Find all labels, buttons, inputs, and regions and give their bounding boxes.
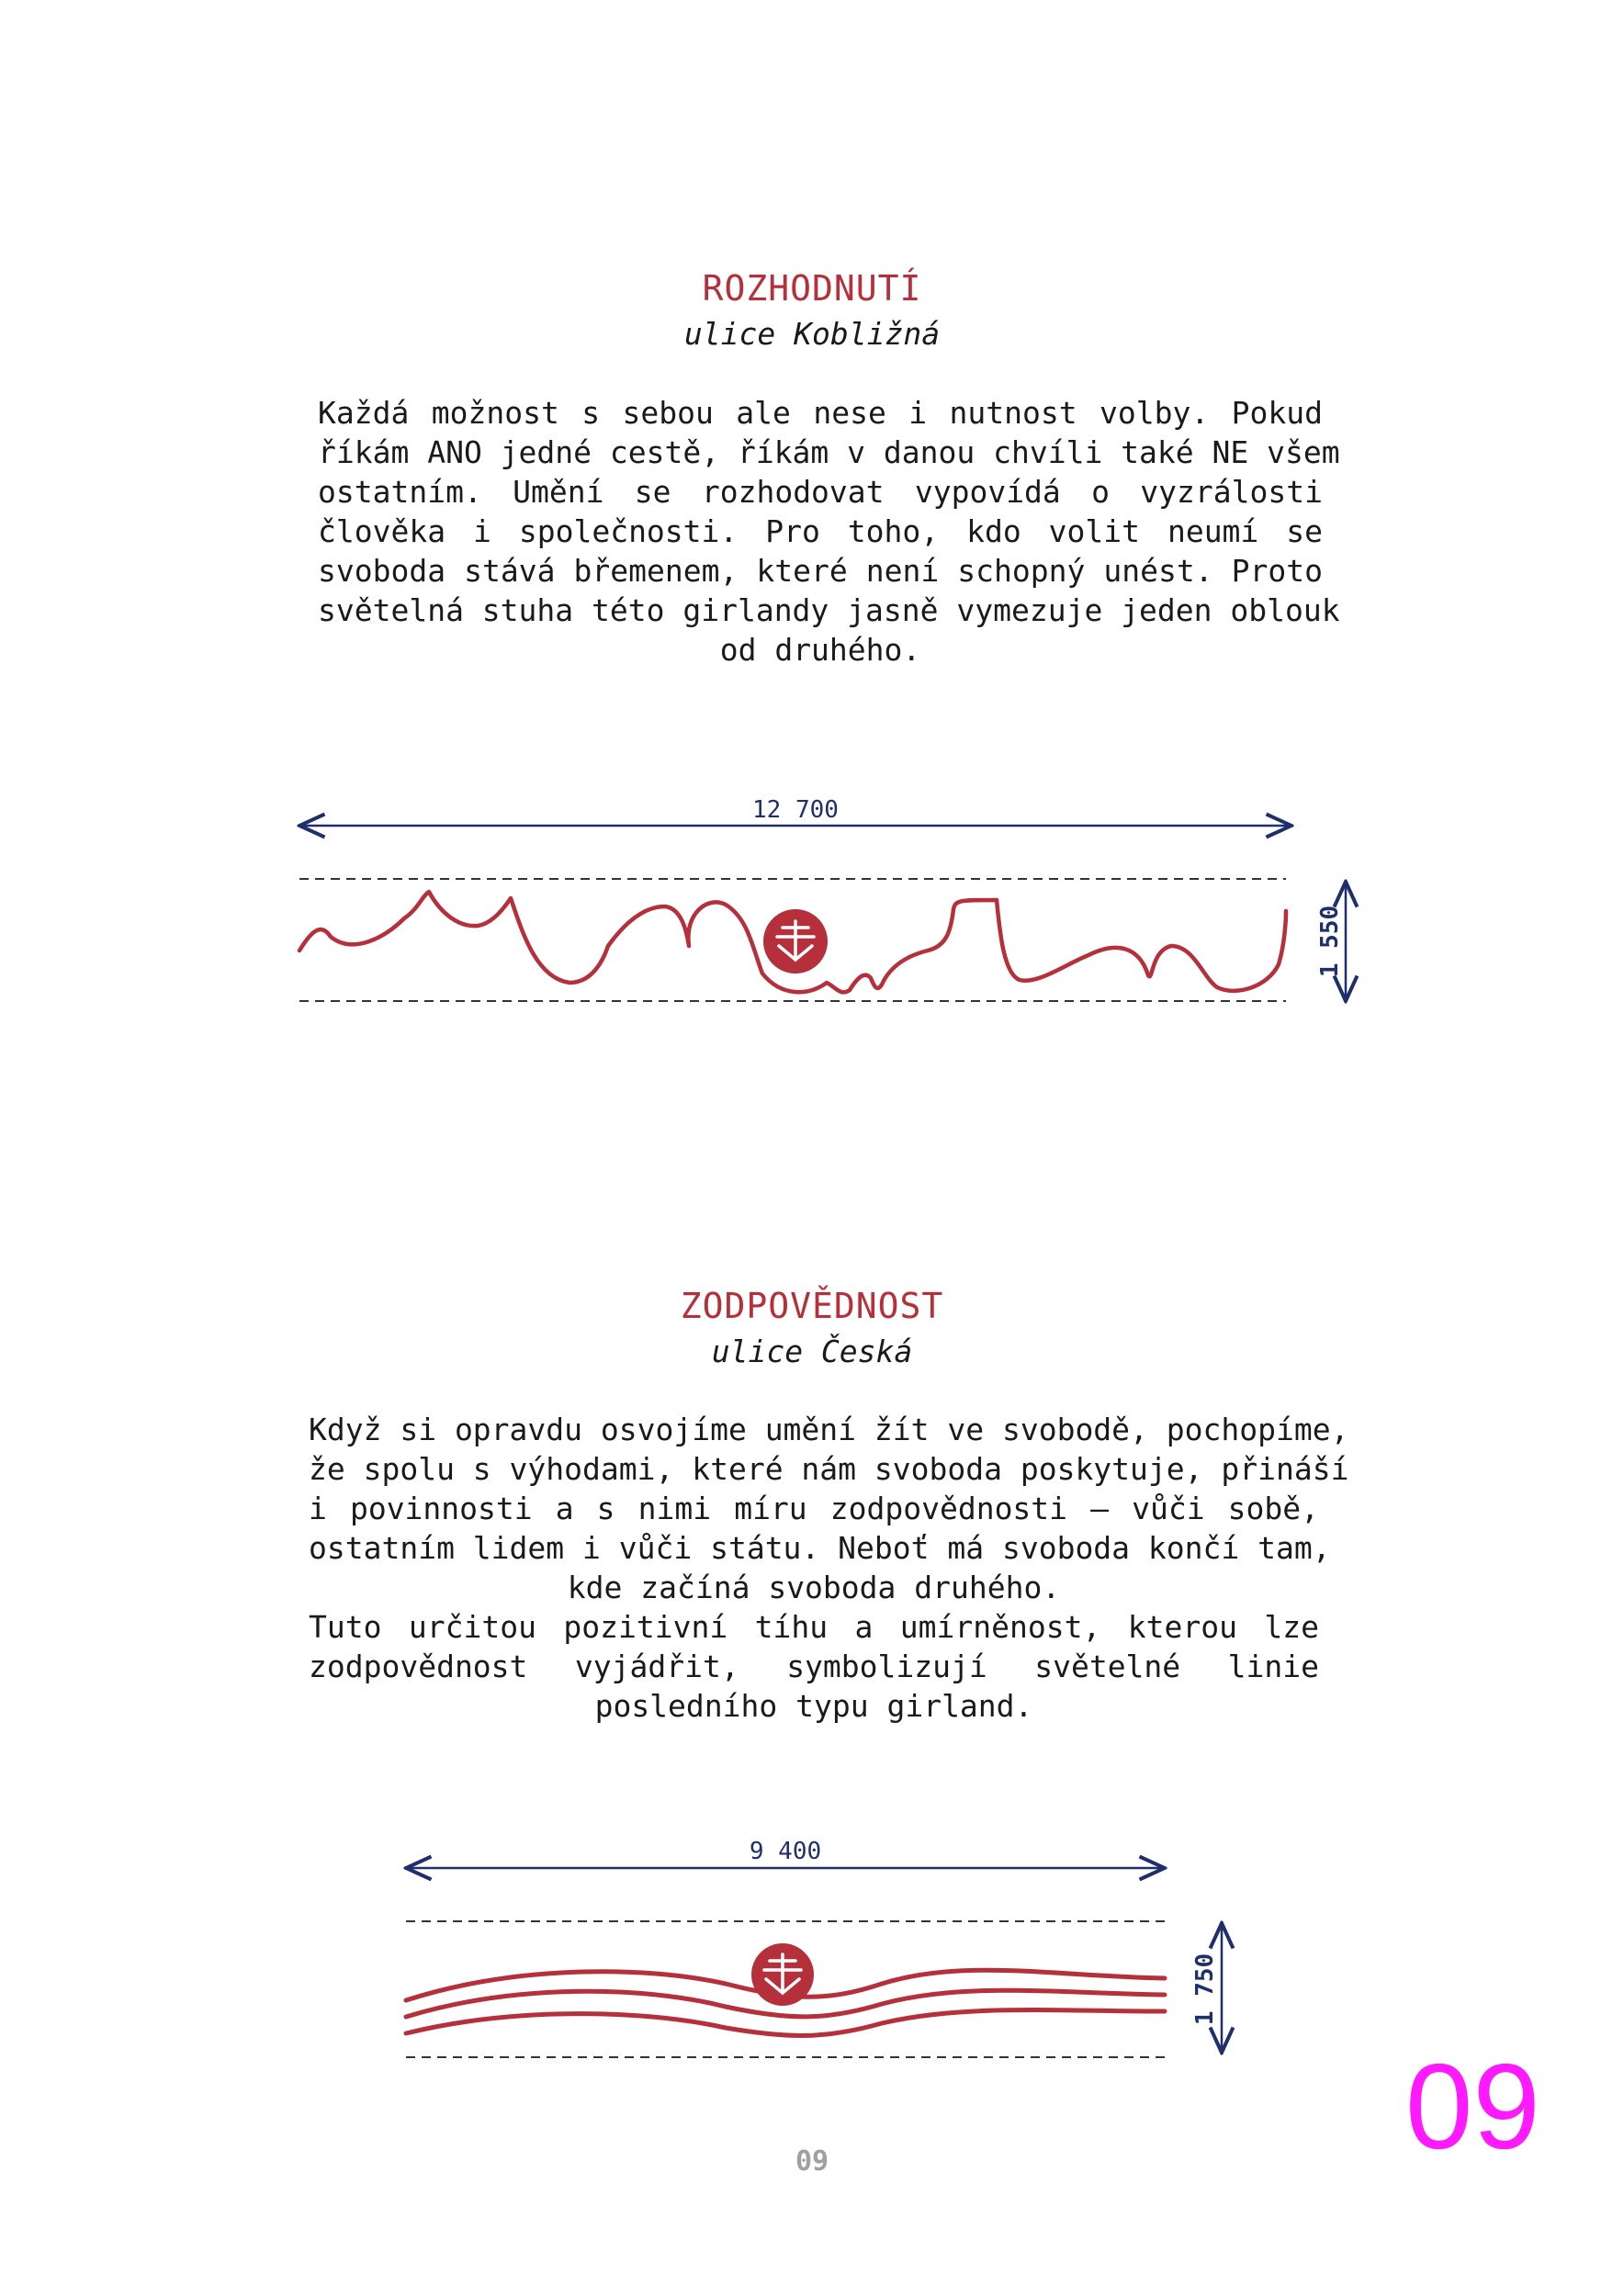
section1-title: ROZHODNUTÍ — [702, 268, 922, 309]
text-line: ostatním lidem i vůči státu. Neboť má svoboda končí tam, — [309, 1530, 1331, 1566]
text-line: posledního typu girland. — [594, 1688, 1033, 1724]
text-line: Tuto určitou pozitivní tíhu a umírněnost, kterou lze — [309, 1609, 1319, 1645]
garland-diagram-1 — [299, 796, 1346, 1001]
text-line: kde začíná svoboda druhého. — [567, 1570, 1061, 1605]
text-line: světelná stuha této girlandy jasně vymezuje jeden oblouk — [318, 592, 1340, 628]
width-dimension-label: 9 400 — [749, 1838, 822, 1865]
text-line: zodpovědnost vyjádřit, symbolizují světelné linie — [309, 1649, 1319, 1684]
width-dimension-label: 12 700 — [752, 796, 839, 824]
text-line: člověka i společnosti. Pro toho, kdo volit neumí se — [318, 513, 1323, 549]
text-line: říkám ANO jedné cestě, říkám v danou chvíli také NE všem — [318, 434, 1340, 470]
section2-title: ZODPOVĚDNOST — [680, 1286, 944, 1326]
text-line: že spolu s výhodami, které nám svoboda poskytuje, přináší — [309, 1451, 1349, 1487]
text-line: od druhého. — [719, 632, 921, 668]
section2-subtitle: ulice Česká — [711, 1334, 913, 1369]
emblem-icon — [751, 1943, 814, 2006]
text-line: svoboda stává břemenem, které není schopný unést. Proto — [318, 553, 1323, 589]
text-line: ostatním. Umění se rozhodovat vypovídá o vyzrálosti — [318, 474, 1323, 510]
height-dimension-label: 1 750 — [1191, 1953, 1219, 2026]
emblem-icon — [763, 909, 828, 974]
text-line: i povinnosti a s nimi míru zodpovědnosti – vůči sobě, — [309, 1491, 1319, 1526]
height-dimension-label: 1 550 — [1316, 905, 1344, 978]
page-number-overlay: 09 — [1405, 2039, 1540, 2174]
page-number: 09 — [795, 2145, 829, 2178]
text-line: Každá možnost s sebou ale nese i nutnost volby. Pokud — [318, 395, 1323, 431]
section1-subtitle: ulice Kobližná — [683, 316, 941, 352]
garland-diagram-2 — [406, 1838, 1222, 2057]
text-line: Když si opravdu osvojíme umění žít ve svobodě, pochopíme, — [309, 1412, 1349, 1447]
